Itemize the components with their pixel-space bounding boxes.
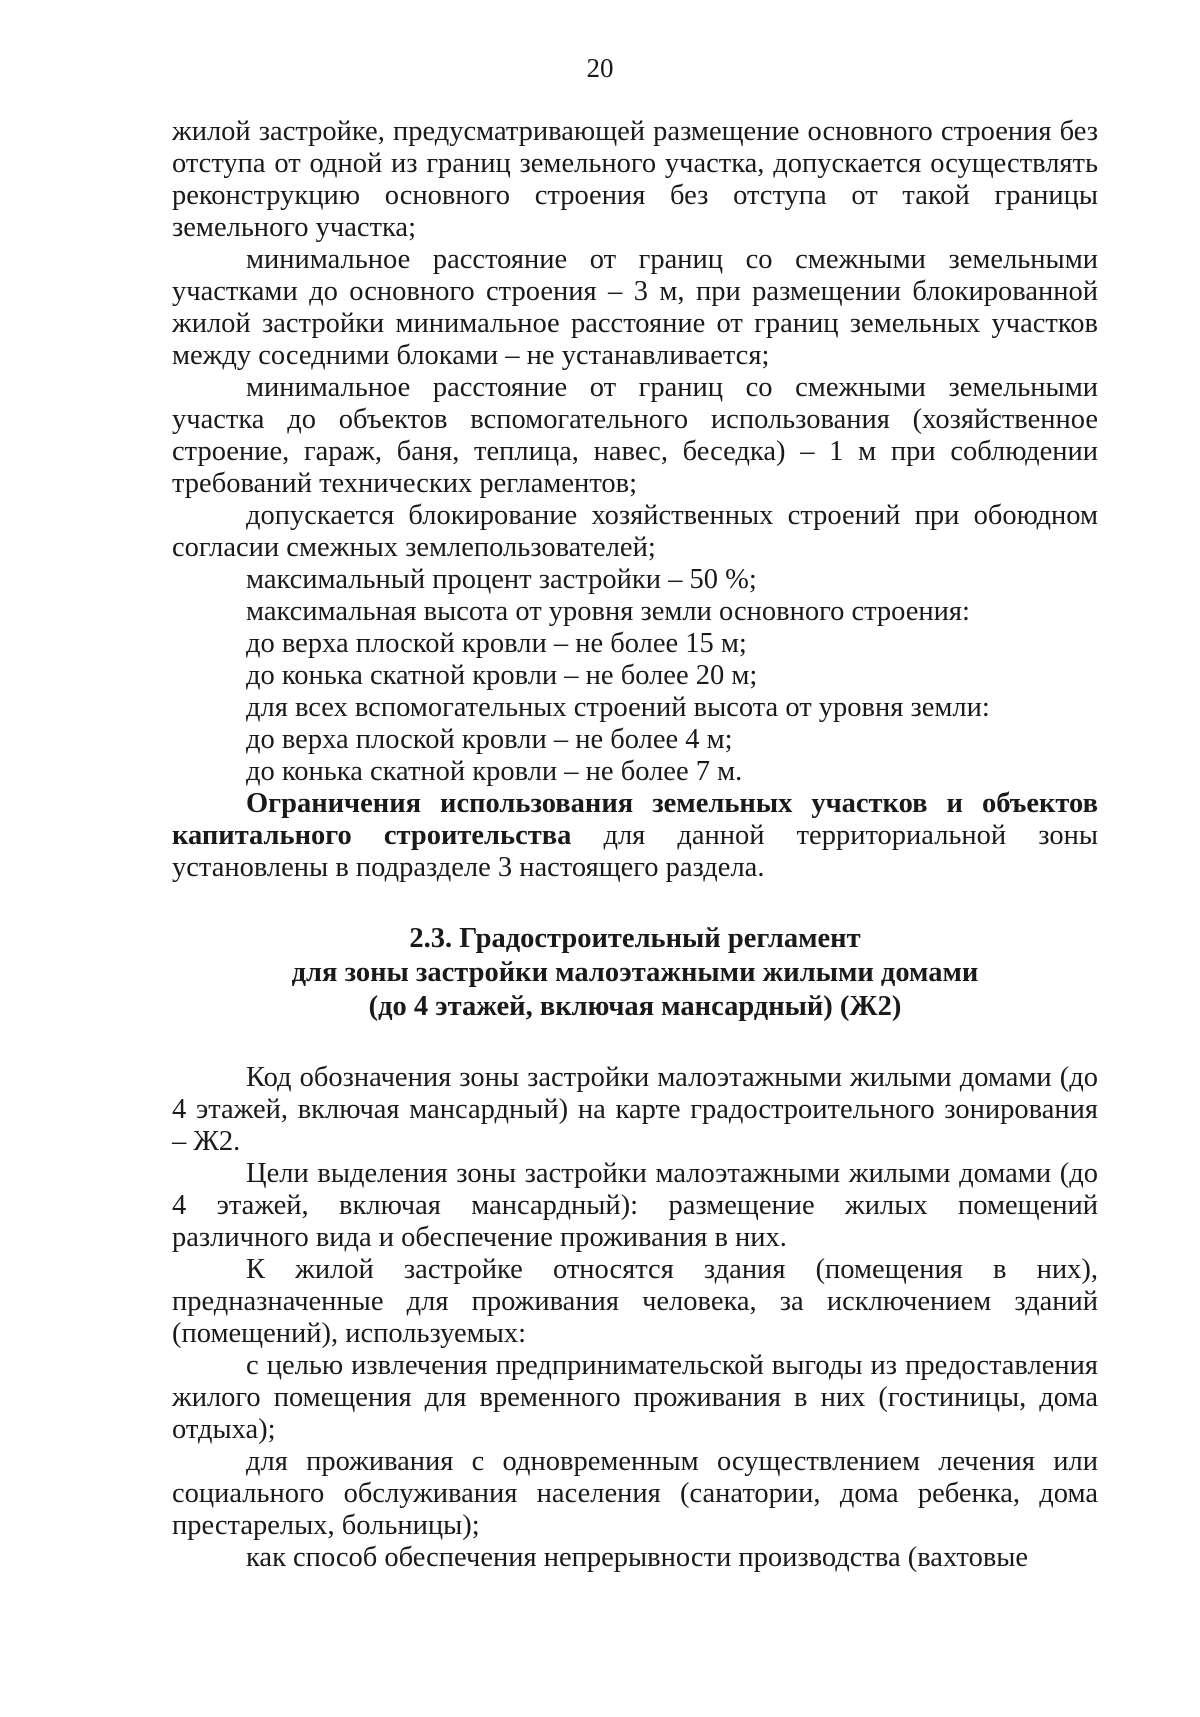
paragraph-exclusion-production: как способ обеспечения непрерывности производства (вахтовые (246, 1542, 1029, 1573)
paragraph-blocking-allowed: допускается блокирование хозяйственных строений при обоюдном согласии смежных землепользователей; (172, 500, 1098, 563)
paragraph-max-height: максимальная высота от уровня земли основного строения: (246, 596, 970, 627)
paragraph-residential-definition: К жилой застройке относятся здания (помещения в них), предназначенные для проживания человека, за исключением зданий (помещений), используемых: (172, 1254, 1098, 1349)
paragraph-pitched-roof-main: до конька скатной кровли – не более 20 м; (246, 660, 758, 691)
page-number: 20 (586, 53, 614, 83)
paragraph-flat-roof-auxiliary: до верха плоской кровли – не более 4 м; (246, 724, 733, 755)
restrictions-bold-text: Ограничения использования земельных участков и объектов капитального строительства (172, 788, 1098, 851)
restrictions-regular-text: для данной территориальной зоны установлены в подразделе 3 настоящего раздела. (172, 820, 1098, 883)
document-body (172, 116, 1098, 1574)
paragraph-zone-goals: Цели выделения зоны застройки малоэтажными жилыми домами (до 4 этажей, включая мансардный): размещение жилых помещений различного вида и обеспечение проживания в них. (172, 1158, 1098, 1253)
paragraph-pitched-roof-auxiliary: до конька скатной кровли – не более 7 м. (246, 756, 743, 787)
paragraph-restrictions (172, 788, 1098, 884)
paragraph-max-coverage: максимальный процент застройки – 50 %; (246, 564, 757, 595)
paragraph-flat-roof-main: до верха плоской кровли – не более 15 м; (246, 628, 747, 659)
section-heading (172, 922, 1098, 1024)
section-heading-line-2: для зоны застройки малоэтажными жилыми домами (291, 957, 979, 988)
paragraph-exclusion-commercial: с целью извлечения предпринимательской выгоды из предоставления жилого помещения для временного проживания в них (гостиницы, дома отдыха); (172, 1350, 1098, 1445)
section-heading-line-1: 2.3. Градостроительный регламент (409, 923, 861, 954)
paragraph-min-distance-auxiliary: минимальное расстояние от границ со смежными земельными участка до объектов вспомогательного использования (хозяйственное строение, гараж, баня, теплица, навес, беседка) – 1 м при соблюдении требований технических регламентов; (172, 372, 1098, 499)
paragraph-zone-code: Код обозначения зоны застройки малоэтажными жилыми домами (до 4 этажей, включая мансардный) на карте градостроительного зонирования – Ж2. (172, 1062, 1098, 1157)
section-heading-line-3: (до 4 этажей, включая мансардный) (Ж2) (368, 991, 902, 1022)
paragraph-auxiliary-height: для всех вспомогательных строений высота от уровня земли: (246, 692, 990, 723)
paragraph-continuation: жилой застройке, предусматривающей размещение основного строения без отступа от одной из границ земельного участка, допускается осуществлять реконструкцию основного строения без отступа от такой границы земельного участка; (172, 116, 1098, 243)
paragraph-min-distance-main: минимальное расстояние от границ со смежными земельными участками до основного строения – 3 м, при размещении блокированной жилой застройки минимальное расстояние от границ земельных участков между соседними блоками – не устанавливается; (172, 244, 1098, 371)
paragraph-exclusion-medical: для проживания с одновременным осуществлением лечения или социального обслуживания населения (санатории, дома ребенка, дома престарелых, больницы); (172, 1446, 1098, 1541)
